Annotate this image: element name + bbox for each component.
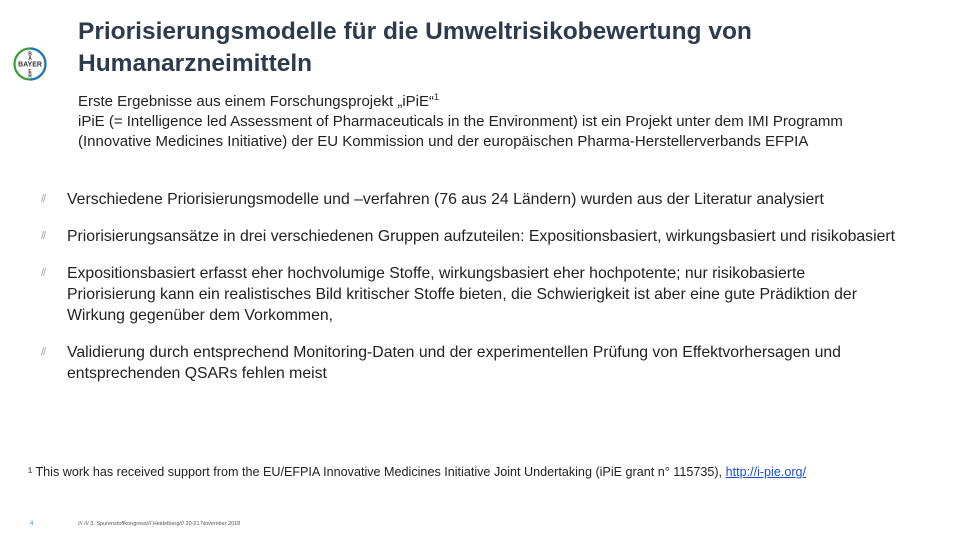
svg-text:A: A: [28, 56, 32, 62]
bullet-item: [38, 226, 898, 247]
bullet-text: Priorisierungsansätze in drei verschiedenen Gruppen aufzuteilen: Expositionsbasiert, wirkungsbasiert und risikobasiert: [67, 228, 896, 245]
svg-text:E: E: [28, 69, 32, 75]
slide-title: Priorisierungsmodelle für die Umweltrisikobewertung von Humanarzneimitteln: [78, 18, 752, 77]
bullet-text: Expositionsbasiert erfasst eher hochvolumige Stoffe, wirkungsbasiert eher hochpotente; nur risikobasierte Priorisierung kann ein realistisches Bild kritischer Stoffe bieten, die Schwierigkeit ist aber eine gute Prädiktion der Wirkung gegenüber dem Vorkommen,: [67, 265, 857, 324]
bullet-item: [38, 342, 898, 384]
bullet-item: [38, 263, 898, 326]
footnote-text: ¹ This work has received support from the EU/EFPIA Innovative Medicines Initiative Joint Undertaking (iPiE grant n° 115735),: [28, 465, 726, 479]
bullet-marker-icon: //: [41, 346, 46, 358]
bullet-text: Verschiedene Priorisierungsmodelle und –verfahren (76 aus 24 Ländern) wurden aus der Literatur analysiert: [67, 191, 824, 208]
intro-body: iPiE (= Intelligence led Assessment of Pharmaceuticals in the Environment) ist ein Projekt unter dem IMI Programm (Innovative Medicines Initiative) der EU Kommission und der europäischen Pharma-Herstellerverbands EFPIA: [78, 113, 843, 150]
page-number: 4: [30, 521, 34, 527]
svg-text:R: R: [28, 73, 32, 80]
bullet-item: [38, 189, 898, 210]
bayer-logo-icon: [12, 46, 48, 82]
footnote: [28, 464, 948, 480]
footnote-link[interactable]: http://i-pie.org/: [725, 465, 807, 479]
intro-block: [78, 92, 918, 152]
svg-text:B: B: [28, 51, 32, 58]
bullet-list: [38, 189, 898, 400]
svg-text:BAYER: BAYER: [18, 61, 42, 69]
bullet-marker-icon: //: [41, 230, 46, 242]
intro-heading-text: Erste Ergebnisse aus einem Forschungsprojekt „iPiE“: [78, 93, 434, 110]
footer-text: /// /// 3. Spurenstoffkongress/// Heidelberg/// 20-21 November 2018: [78, 521, 241, 527]
bullet-text: Validierung durch entsprechend Monitoring-Daten und der experimentellen Prüfung von Effektvorhersagen und entsprechenden QSARs fehlen meist: [67, 344, 841, 382]
footnote-ref: 1: [434, 92, 440, 102]
bullet-marker-icon: //: [41, 267, 46, 279]
bullet-marker-icon: //: [41, 193, 46, 205]
intro-heading: [78, 92, 918, 112]
